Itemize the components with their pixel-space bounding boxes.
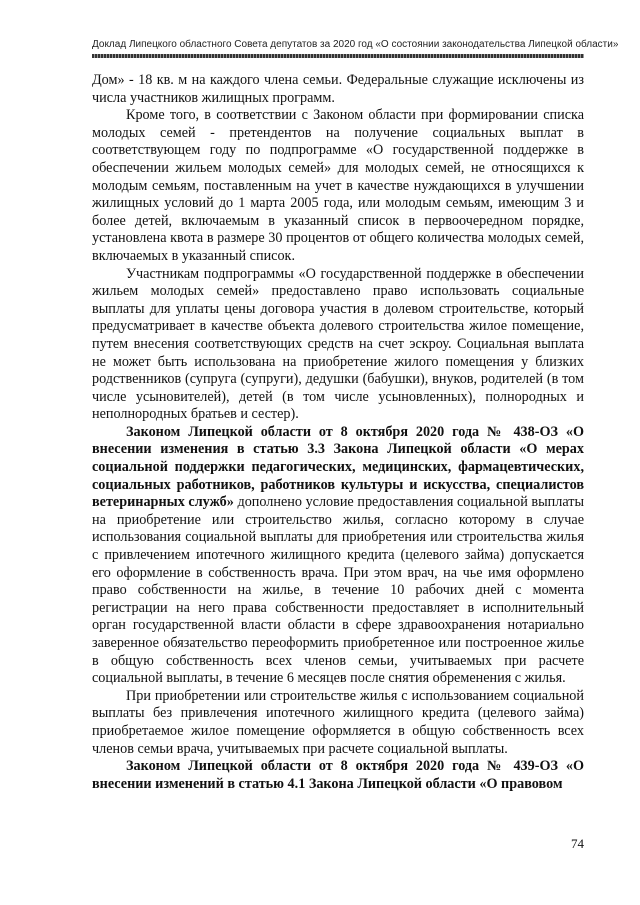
law-438-title: Законом Липецкой области от 8 октября 2020 года № 438-ОЗ «О внесении изменения в статью 3.3 Закона Липецкой области «О мерах социальной поддержки педагогических, медицинских, фармацевтических, социальных работников, работников культуры и искусства, специалистов ветеринарных служб» <box>92 423 584 511</box>
paragraph-escrow: Участникам подпрограммы «О государственной поддержке в обеспечении жильем молодых семей» предоставлено право использовать социальные выплаты для уплаты цены договора участия в долевом строительстве, который предусматривает в качестве объекта долевого строительства жилое помещение, путем внесения соответствующих средств на счет эскроу. Социальная выплата не может быть использована на приобретение жилого помещения у близких родственников (супруга (супруги), дедушки (бабушки), внуков, родителей (в том числе усыновителей), детей (в том числе усыновленных), полнородных и неполнородных братьев и сестер). <box>92 265 584 423</box>
page-number: 74 <box>571 836 584 851</box>
running-header: Доклад Липецкого областного Совета депутатов за 2020 год «О состоянии законодательства Липецкой области» <box>92 39 619 50</box>
paragraph-no-mortgage: При приобретении или строительстве жилья с использованием социальной выплаты без привлечения ипотечного жилищного кредита (целевого займа) приобретаемое жилое помещение оформляется в общую собственность всех членов семьи врача, учитываемых при расчете социальной выплаты. <box>92 687 584 757</box>
header-rule <box>92 54 584 58</box>
paragraph-law-439 <box>92 758 584 793</box>
paragraph-quota: Кроме того, в соответствии с Законом области при формировании списка молодых семей - претендентов на получение социальных выплат в соответствующем году по подпрограмме «О государственной поддержке в обеспечении жильем молодых семей» для молодых семей, не относящихся к молодым семьям, поставленным на учет в качестве нуждающихся в улучшении жилищных условий до 1 марта 2005 года, или молодым семьям, имеющим 3 и более детей, включаемым в указанный список в первоочередном порядке, установлена квота в размере 30 процентов от общего количества молодых семей, включаемых в указанный список. <box>92 107 584 264</box>
law-439-title: Законом Липецкой области от 8 октября 2020 года № 439-ОЗ «О внесении изменений в статью 4.1 Закона Липецкой области «О правовом <box>92 758 584 792</box>
paragraph-law-438: Законом Липецкой области от 8 октября 2020 года № 438-ОЗ «О внесении изменения в статью 3.3 Закона Липецкой области «О мерах социальной поддержки педагогических, медицинских, фармацевтических, социальных работников, работников культуры и искусства, специалистов ветеринарных служб» дополнено условие предоставления социальной выплаты на приобретение или строительство жилья, согласно которому в случае использования социальной выплаты для приобретения или строительства жилья с привлечением ипотечного жилищного кредита (целевого займа) допускается его оформление в собственность врача. При этом врач, на чье имя оформлено право собственности на жилье, в течение 10 рабочих дней с момента регистрации на него права собственности предоставляет в исполнительный орган государственной власти области в сфере здравоохранения нотариально заверенное обязательство переоформить приобретенное или построенное жилье в общую собственность всех членов семьи, учитываемых при расчете социальной выплаты, в течение 6 месяцев после снятия обременения с жилья. <box>92 423 585 687</box>
paragraph-continuation: Дом» - 18 кв. м на каждого члена семьи. Федеральные служащие исключены из числа участников жилищных программ. <box>92 72 584 106</box>
document-body <box>92 72 584 793</box>
